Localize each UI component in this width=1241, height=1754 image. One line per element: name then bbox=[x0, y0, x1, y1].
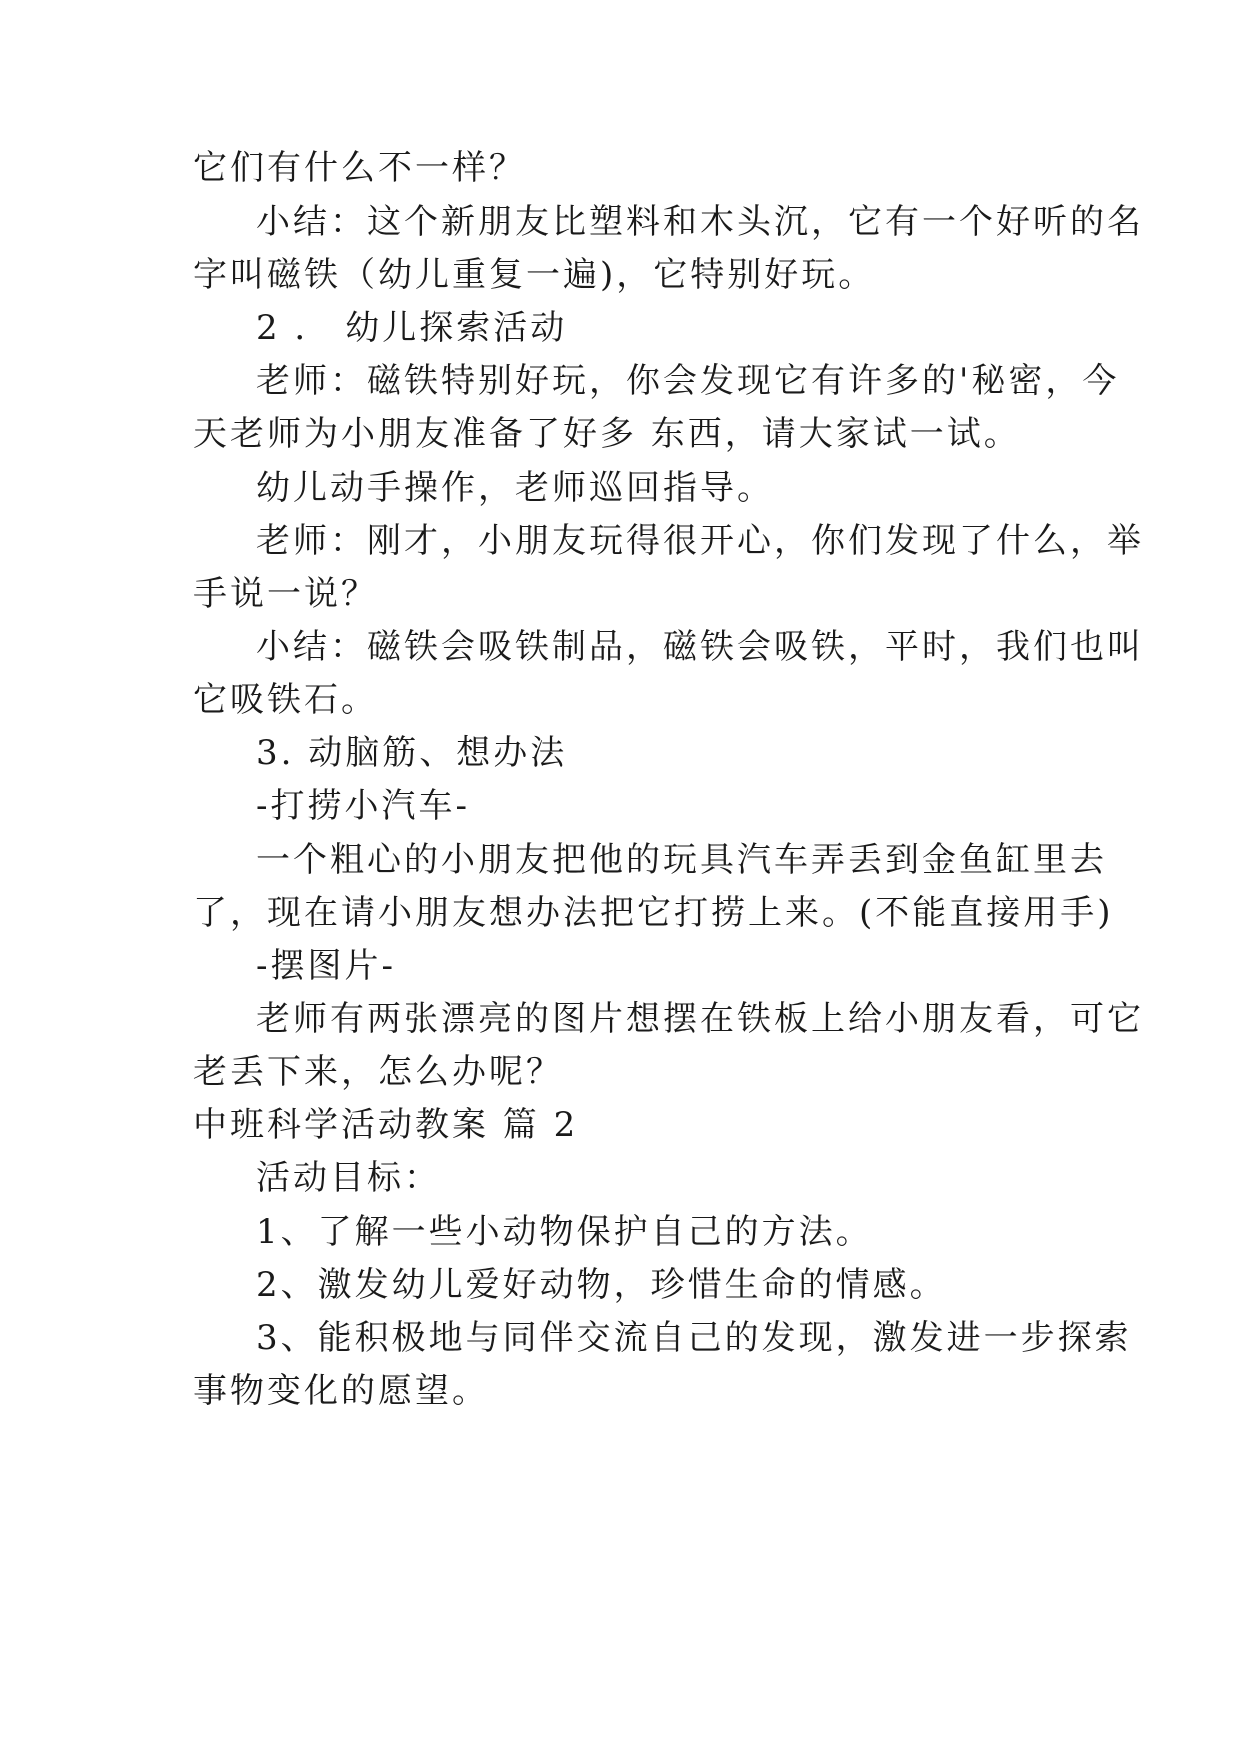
text-line: 天老师为小朋友准备了好多 东西，请大家试一试。 bbox=[193, 414, 1021, 454]
document-title: 中班科学活动教案 篇 2 bbox=[193, 1105, 579, 1145]
text-line: 老师有两张漂亮的图片想摆在铁板上给小朋友看，可它 bbox=[256, 999, 1144, 1039]
text-line: 字叫磁铁（幼儿重复一遍)，它特别好玩。 bbox=[193, 255, 876, 295]
list-item: 2、激发幼儿爱好动物，珍惜生命的情感。 bbox=[256, 1265, 947, 1305]
text-line: 一个粗心的小朋友把他的玩具汽车弄丢到金鱼缸里去 bbox=[256, 840, 1107, 880]
subsection-heading: -打捞小汽车- bbox=[256, 786, 470, 826]
text-line: 了，现在请小朋友想办法把它打捞上来。(不能直接用手) bbox=[193, 893, 1114, 933]
section-heading: 2 ． 幼儿探索活动 bbox=[256, 308, 568, 348]
list-item: 1、了解一些小动物保护自己的方法。 bbox=[256, 1212, 873, 1252]
text-line: 老丢下来，怎么办呢？ bbox=[193, 1052, 563, 1092]
text-line: 幼儿动手操作，老师巡回指导。 bbox=[256, 468, 774, 508]
text-line: 手说一说？ bbox=[193, 574, 378, 614]
section-heading: 3. 动脑筋、想办法 bbox=[256, 733, 568, 773]
text-line: 它吸铁石。 bbox=[193, 680, 378, 720]
text-line: 小结：这个新朋友比塑料和木头沉，它有一个好听的名 bbox=[256, 202, 1144, 242]
list-item: 3、能积极地与同伴交流自己的发现，激发进一步探索 bbox=[256, 1318, 1132, 1358]
text-line: 老师：刚才，小朋友玩得很开心，你们发现了什么，举 bbox=[256, 521, 1144, 561]
text-line: 事物变化的愿望。 bbox=[193, 1371, 489, 1411]
text-line: 它们有什么不一样？ bbox=[193, 148, 526, 188]
text-line: 老师：磁铁特别好玩，你会发现它有许多的'秘密，今 bbox=[256, 361, 1120, 401]
text-line: 小结：磁铁会吸铁制品，磁铁会吸铁，平时，我们也叫 bbox=[256, 627, 1144, 667]
subsection-heading: -摆图片- bbox=[256, 946, 396, 986]
section-heading: 活动目标： bbox=[256, 1158, 441, 1198]
